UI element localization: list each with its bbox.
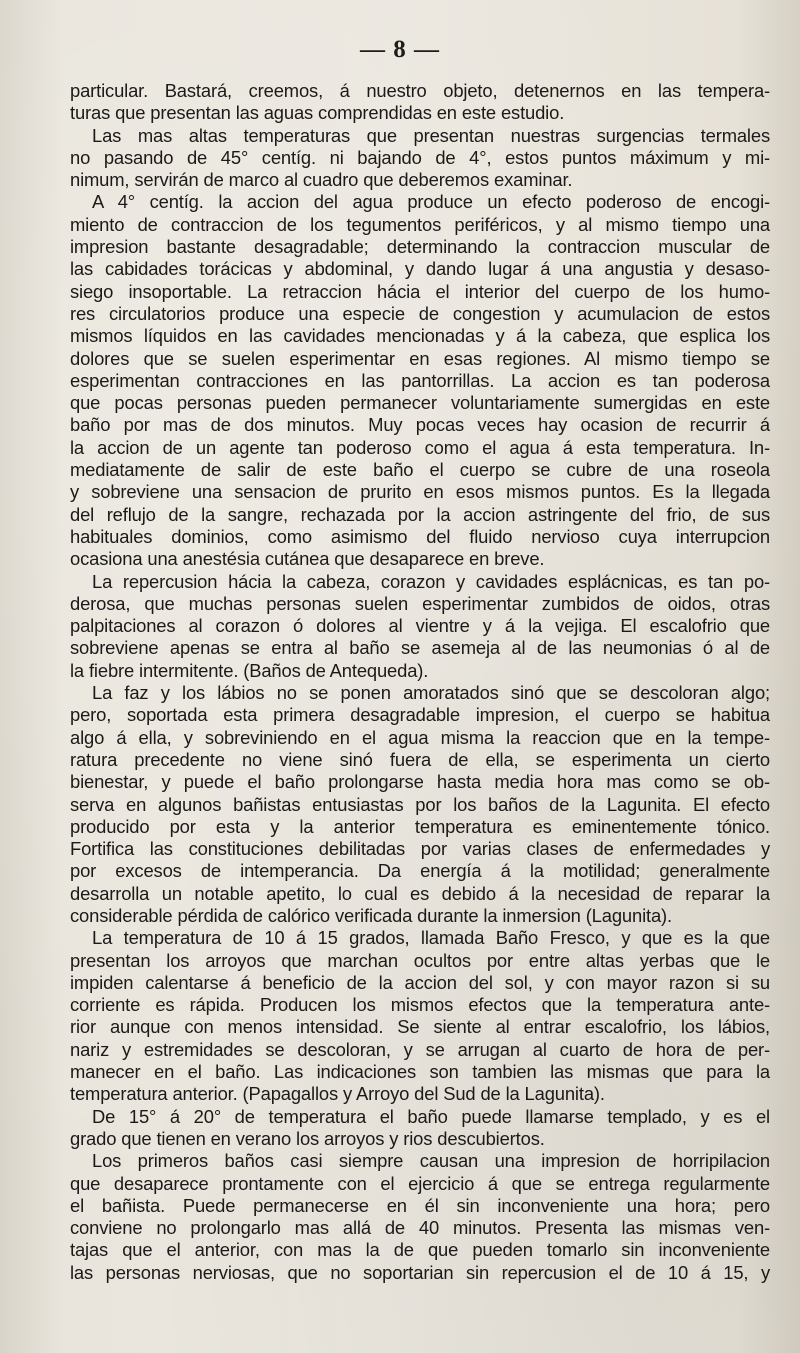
text-line: Las mas altas temperaturas que presentan nuestras surgencias termales bbox=[92, 124, 770, 146]
text-line: derosa, que muchas personas suelen esperimentar zumbidos de oidos, otras bbox=[70, 592, 770, 614]
text-line: turas que presentan las aguas comprendidas en este estudio. bbox=[70, 102, 565, 124]
text-line: que pocas personas pueden permanecer voluntariamente sumergidas en este bbox=[70, 392, 770, 414]
text-line: la fiebre intermitente. (Baños de Antequeda). bbox=[70, 659, 429, 681]
text-line: La repercusion hácia la cabeza, corazon y cavidades esplácnicas, es tan po- bbox=[92, 570, 770, 592]
text-line: La temperatura de 10 á 15 grados, llamada Baño Fresco, y que es la que bbox=[92, 927, 770, 949]
text-line: y sobreviene una sensacion de prurito en esos mismos puntos. Es la llegada bbox=[70, 481, 770, 503]
text-line: bienestar, y puede el baño prolongarse hasta media hora mas como se ob- bbox=[70, 771, 770, 793]
text-line: las cabidades torácicas y abdominal, y dando lugar á una angustia y desaso- bbox=[70, 258, 770, 280]
text-line: Fortifica las constituciones debilitadas por varias clases de enfermedades y bbox=[70, 838, 770, 860]
text-line: nariz y estremidades se descoloran, y se arrugan al cuarto de hora de per- bbox=[70, 1038, 770, 1060]
text-line: palpitaciones al corazon ó dolores al vientre y á la vejiga. El escalofrio que bbox=[70, 615, 770, 637]
text-line: la accion de un agente tan poderoso como el agua á esta temperatura. In- bbox=[70, 436, 770, 458]
text-line: La faz y los lábios no se ponen amoratados sinó que se descoloran algo; bbox=[92, 682, 770, 704]
text-line: nimum, servirán de marco al cuadro que deberemos examinar. bbox=[70, 169, 573, 191]
text-line: algo á ella, y sobreviniendo en el agua misma la reaccion que en la tempe- bbox=[70, 726, 770, 748]
text-line: considerable pérdida de calórico verificada durante la inmersion (Lagunita). bbox=[70, 904, 672, 926]
text-line: Los primeros baños casi siempre causan una impresion de horripilacion bbox=[92, 1150, 770, 1172]
text-line: por excesos de intemperancia. Da energía á la motilidad; generalmente bbox=[70, 860, 770, 882]
text-line: manecer en el baño. Las indicaciones son tambien las mismas que para la bbox=[70, 1061, 770, 1083]
text-line: desarrolla un notable apetito, lo cual es debido á la necesidad de reparar la bbox=[70, 882, 770, 904]
text-line: impresion bastante desagradable; determinando la contraccion muscular de bbox=[70, 236, 770, 258]
text-line: baño por mas de dos minutos. Muy pocas veces hay ocasion de recurrir á bbox=[70, 414, 770, 436]
text-line: serva en algunos bañistas entusiastas por los baños de la Lagunita. El efecto bbox=[70, 793, 770, 815]
text-line: particular. Bastará, creemos, á nuestro objeto, detenernos en las tempera- bbox=[70, 80, 770, 101]
text-line: habituales dominios, como asimismo del fluido nervioso cuya interrupcion bbox=[70, 525, 770, 547]
text-line: sobreviene apenas se entra al baño se asemeja al de las neumonias ó al de bbox=[70, 637, 770, 659]
text-line: ocasiona una anestésia cutánea que desaparece en breve. bbox=[70, 548, 545, 570]
text-line: las personas nerviosas, que no soportarian sin repercusion el de 10 á 15, y bbox=[70, 1261, 770, 1283]
text-line: producido por esta y la anterior temperatura es eminentemente tónico. bbox=[70, 815, 770, 837]
text-line: conviene no prolongarlo mas allá de 40 minutos. Presenta las mismas ven- bbox=[70, 1217, 770, 1239]
text-line: temperatura anterior. (Papagallos y Arroyo del Sud de la Lagunita). bbox=[70, 1083, 605, 1105]
text-line: De 15° á 20° de temperatura el baño puede llamarse templado, y es el bbox=[92, 1105, 770, 1127]
text-line: mismos líquidos en las cavidades mencionadas y á la cabeza, que esplica los bbox=[70, 325, 770, 347]
text-line: grado que tienen en verano los arroyos y rios descubiertos. bbox=[70, 1127, 545, 1149]
text-line: A 4° centíg. la accion del agua produce un efecto poderoso de encogi- bbox=[92, 191, 770, 213]
text-line: no pasando de 45° centíg. ni bajando de 4°, estos puntos máximum y mi- bbox=[70, 146, 770, 168]
text-line: presentan los arroyos que marchan ocultos por entre altas yerbas que le bbox=[70, 949, 770, 971]
text-line: res circulatorios produce una especie de congestion y acumulacion de estos bbox=[70, 302, 770, 324]
text-line: corriente es rápida. Producen los mismos efectos que la temperatura ante- bbox=[70, 994, 770, 1016]
text-line: esperimentan contracciones en las pantorrillas. La accion es tan poderosa bbox=[70, 369, 770, 391]
text-line: dolores que se suelen esperimentar en esas regiones. Al mismo tiempo se bbox=[70, 347, 770, 369]
text-line: que desaparece prontamente con el ejercicio á que se entrega regularmente bbox=[70, 1172, 770, 1194]
text-line: del reflujo de la sangre, rechazada por la accion astringente del frio, de sus bbox=[70, 503, 770, 525]
text-line: siego insoportable. La retraccion hácia el interior del cuerpo de los humo- bbox=[70, 280, 770, 302]
body-text bbox=[70, 80, 770, 1284]
text-line: el bañista. Puede permanecerse en él sin inconveniente una hora; pero bbox=[70, 1194, 770, 1216]
text-line: impiden calentarse á beneficio de la accion del sol, y con mayor razon si su bbox=[70, 971, 770, 993]
text-line: miento de contraccion de los tegumentos periféricos, y al mismo tiempo una bbox=[70, 213, 770, 235]
page-number: — 8 — bbox=[360, 36, 440, 63]
text-line: ratura precedente no viene sinó fuera de ella, se esperimenta un cierto bbox=[70, 748, 770, 770]
text-line: mediatamente de salir de este baño el cuerpo se cubre de una roseola bbox=[70, 459, 770, 481]
text-line: tajas que el anterior, con mas la de que pueden tomarlo sin inconveniente bbox=[70, 1239, 770, 1261]
text-line: rior aunque con menos intensidad. Se siente al entrar escalofrio, los lábios, bbox=[70, 1016, 770, 1038]
text-line: pero, soportada esta primera desagradable impresion, el cuerpo se habitua bbox=[70, 704, 770, 726]
